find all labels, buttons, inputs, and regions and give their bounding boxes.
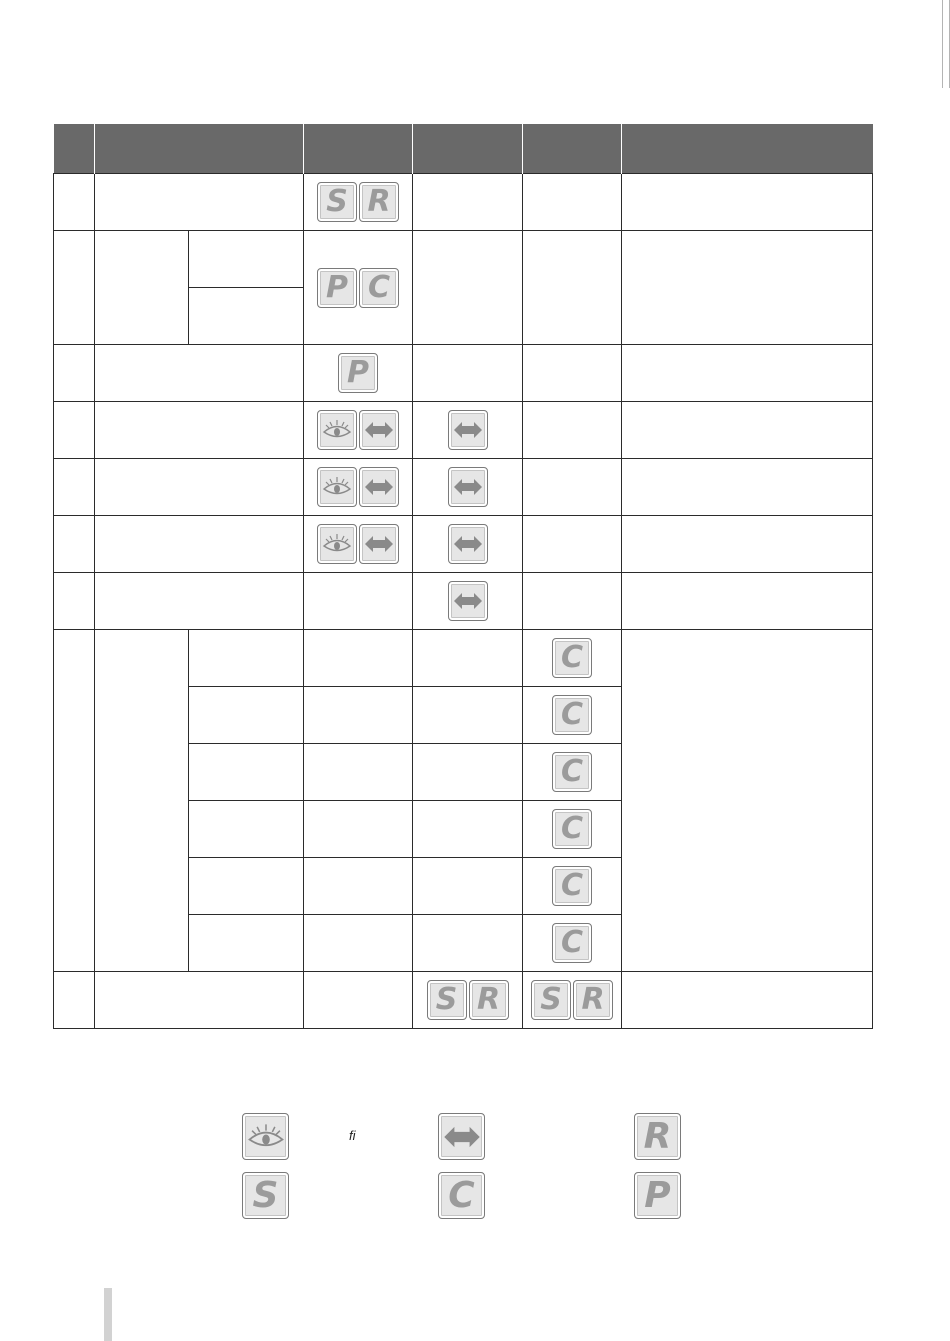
table-row (54, 174, 873, 231)
double-arrow-icon (453, 533, 483, 555)
eye-button (242, 1113, 289, 1160)
table-row (54, 402, 873, 459)
p-button: P (317, 268, 357, 308)
table-row (54, 972, 873, 1029)
s-button: S (531, 980, 571, 1020)
arrows-button (359, 467, 399, 507)
table-header-row (54, 124, 873, 174)
c-button: C (552, 638, 592, 678)
double-arrow-icon (364, 533, 394, 555)
eye-icon (322, 476, 352, 498)
control-table (53, 124, 873, 1029)
eye-icon (247, 1123, 285, 1151)
legend-s (241, 1172, 290, 1219)
table-row (54, 459, 873, 516)
legend-r (633, 1113, 682, 1160)
legend-arrows (437, 1113, 486, 1160)
eye-button (317, 467, 357, 507)
legend-note: ﬁ (349, 1128, 356, 1143)
arrows-button (448, 410, 488, 450)
page-side-bar (104, 1288, 112, 1341)
arrows-button (448, 467, 488, 507)
p-button: P (634, 1172, 681, 1219)
arrows-button (448, 524, 488, 564)
legend-p (633, 1172, 682, 1219)
double-arrow-icon (364, 419, 394, 441)
c-button: C (438, 1172, 485, 1219)
r-button: R (359, 182, 399, 222)
table-row (54, 231, 873, 288)
legend-c (437, 1172, 486, 1219)
double-arrow-icon (453, 419, 483, 441)
arrows-button (448, 581, 488, 621)
table-row (54, 516, 873, 573)
arrows-button (359, 524, 399, 564)
c-button: C (552, 866, 592, 906)
s-button: S (242, 1172, 289, 1219)
p-button: P (338, 353, 378, 393)
page-edge-marker (942, 0, 950, 88)
c-button: C (552, 752, 592, 792)
s-button: S (427, 980, 467, 1020)
r-button: R (634, 1113, 681, 1160)
table-row (54, 630, 873, 687)
eye-icon (322, 419, 352, 441)
c-button: C (359, 268, 399, 308)
table-row (54, 573, 873, 630)
eye-button (317, 410, 357, 450)
double-arrow-icon (453, 590, 483, 612)
r-button: R (469, 980, 509, 1020)
double-arrow-icon (443, 1123, 481, 1151)
c-button: C (552, 809, 592, 849)
s-button: S (317, 182, 357, 222)
double-arrow-icon (453, 476, 483, 498)
c-button: C (552, 695, 592, 735)
double-arrow-icon (364, 476, 394, 498)
arrows-button (359, 410, 399, 450)
r-button: R (573, 980, 613, 1020)
c-button: C (552, 923, 592, 963)
table-row (54, 345, 873, 402)
arrows-button (438, 1113, 485, 1160)
eye-button (317, 524, 357, 564)
eye-icon (322, 533, 352, 555)
legend-eye (241, 1113, 290, 1160)
